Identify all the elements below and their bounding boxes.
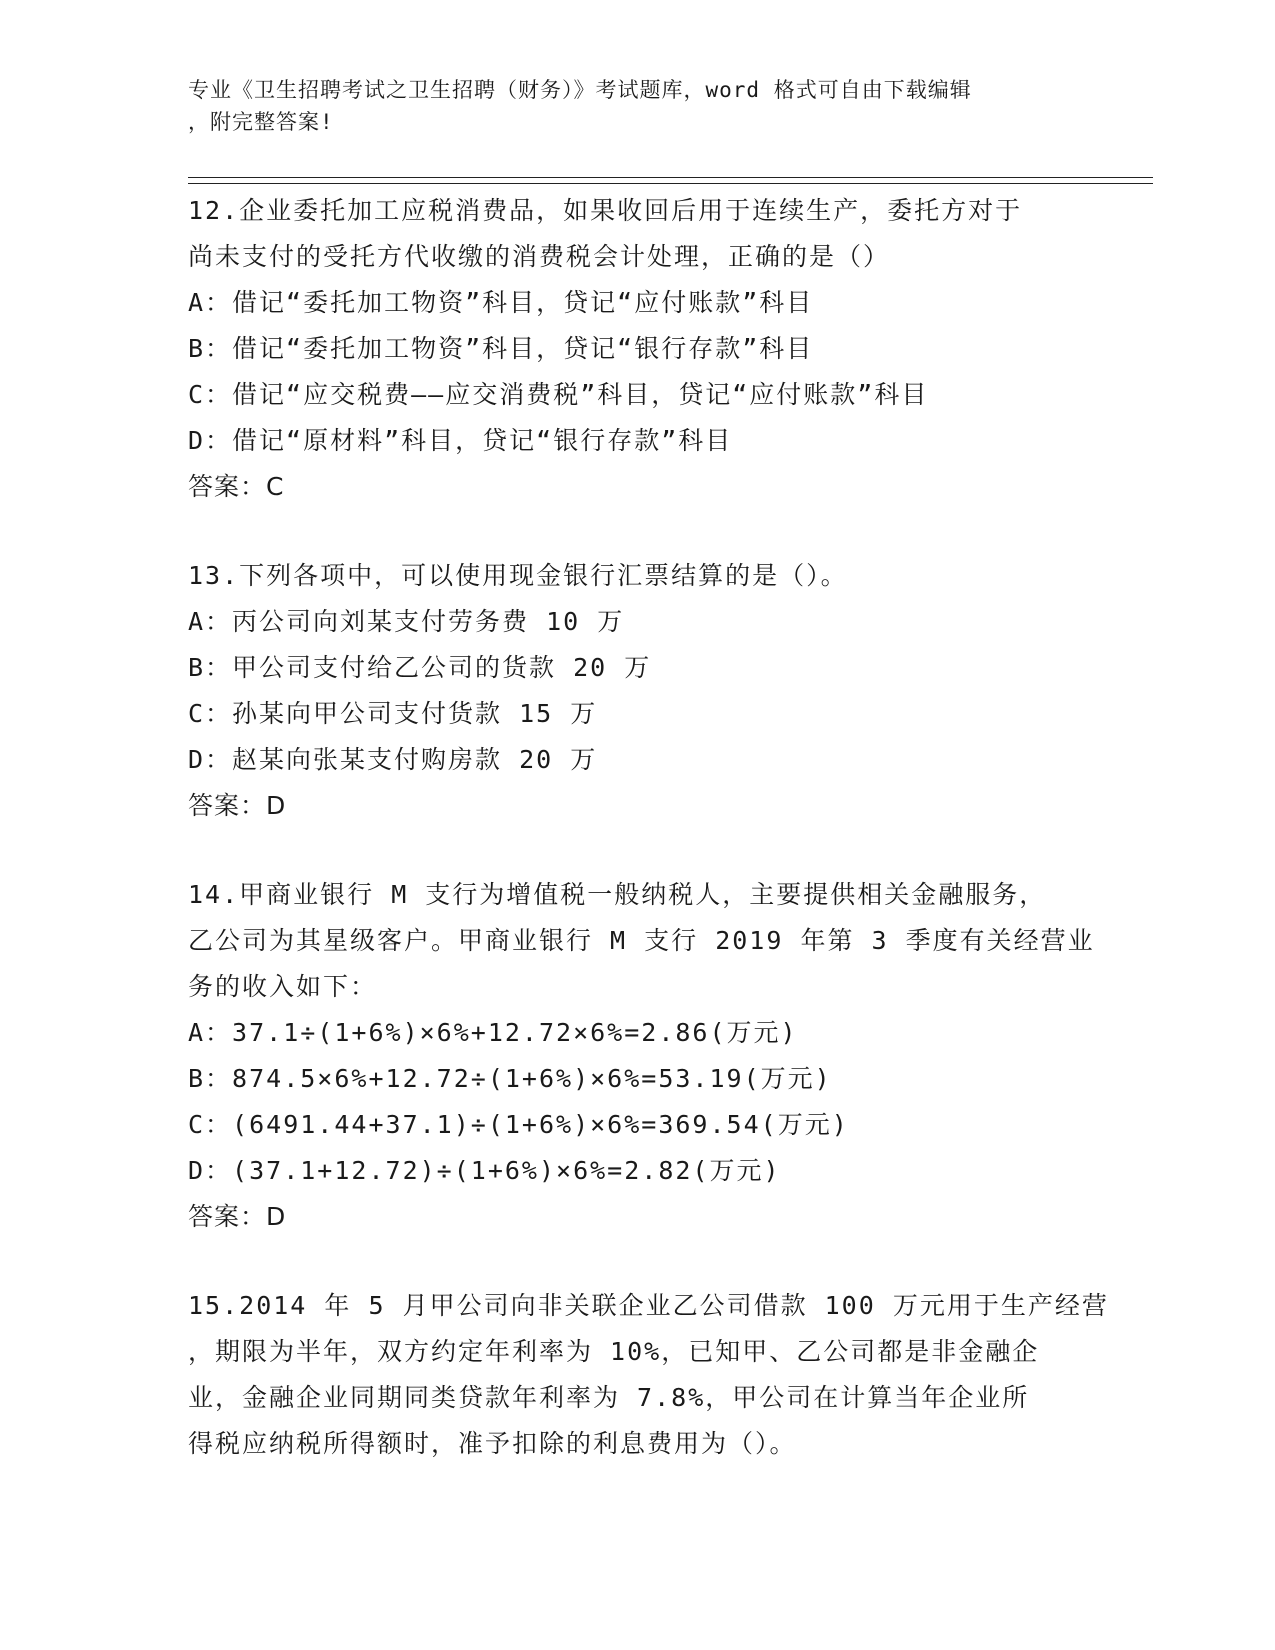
question-list — [188, 188, 1109, 1510]
question-text-line: 得税应纳税所得额时，准予扣除的利息费用为（）。 — [188, 1429, 797, 1458]
header-line-1: 专业《卫生招聘考试之卫生招聘（财务）》考试题库，word 格式可自由下载编辑 — [188, 78, 972, 102]
question-text-line: 务的收入如下： — [188, 972, 378, 1001]
question-text-line: ，期限为半年，双方约定年利率为 10%，已知甲、乙公司都是非金融企 — [188, 1337, 1040, 1366]
answer-option: D：借记“原材料”科目，贷记“银行存款”科目 — [188, 426, 733, 455]
header-divider-bottom — [188, 183, 1153, 184]
answer-option: B：甲公司支付给乙公司的货款 20 万 — [188, 653, 652, 682]
question-text-line: 15.2014 年 5 月甲公司向非关联企业乙公司借款 100 万元用于生产经营 — [188, 1291, 1109, 1320]
answer-option: D：赵某向张某支付购房款 20 万 — [188, 745, 598, 774]
document-header — [188, 74, 1068, 138]
answer-option: C：(6491.44+37.1)÷(1+6%)×6%=369.54(万元) — [188, 1110, 849, 1139]
question-block — [188, 872, 1095, 1240]
answer-option: C：孙某向甲公司支付货款 15 万 — [188, 699, 598, 728]
answer-option: A：37.1÷(1+6%)×6%+12.72×6%=2.86(万元) — [188, 1018, 798, 1047]
question-text-line: 14.甲商业银行 M 支行为增值税一般纳税人，主要提供相关金融服务， — [188, 880, 1047, 909]
question-text-line: 业，金融企业同期同类贷款年利率为 7.8%，甲公司在计算当年企业所 — [188, 1383, 1030, 1412]
header-divider-top — [188, 177, 1153, 178]
answer-option: C：借记“应交税费——应交消费税”科目，贷记“应付账款”科目 — [188, 380, 929, 409]
question-text-line: 13.下列各项中，可以使用现金银行汇票结算的是（）。 — [188, 561, 848, 590]
question-text-line: 12.企业委托加工应税消费品，如果收回后用于连续生产，委托方对于 — [188, 196, 1023, 225]
question-block — [188, 553, 1088, 829]
answer-option: A：丙公司向刘某支付劳务费 10 万 — [188, 607, 625, 636]
answer-key: 答案：D — [188, 791, 287, 820]
answer-key: 答案：C — [188, 472, 285, 501]
answer-option: D：(37.1+12.72)÷(1+6%)×6%=2.82(万元) — [188, 1156, 781, 1185]
answer-option: B：874.5×6%+12.72÷(1+6%)×6%=53.19(万元) — [188, 1064, 832, 1093]
answer-option: A：借记“委托加工物资”科目，贷记“应付账款”科目 — [188, 288, 814, 317]
header-line-2: ，附完整答案! — [188, 110, 334, 134]
question-block — [188, 1283, 1109, 1467]
question-block — [188, 188, 1088, 510]
question-text-line: 尚未支付的受托方代收缴的消费税会计处理，正确的是（） — [188, 242, 891, 271]
answer-option: B：借记“委托加工物资”科目，贷记“银行存款”科目 — [188, 334, 814, 363]
answer-key: 答案：D — [188, 1202, 287, 1231]
question-text-line: 乙公司为其星级客户。甲商业银行 M 支行 2019 年第 3 季度有关经营业 — [188, 926, 1095, 955]
